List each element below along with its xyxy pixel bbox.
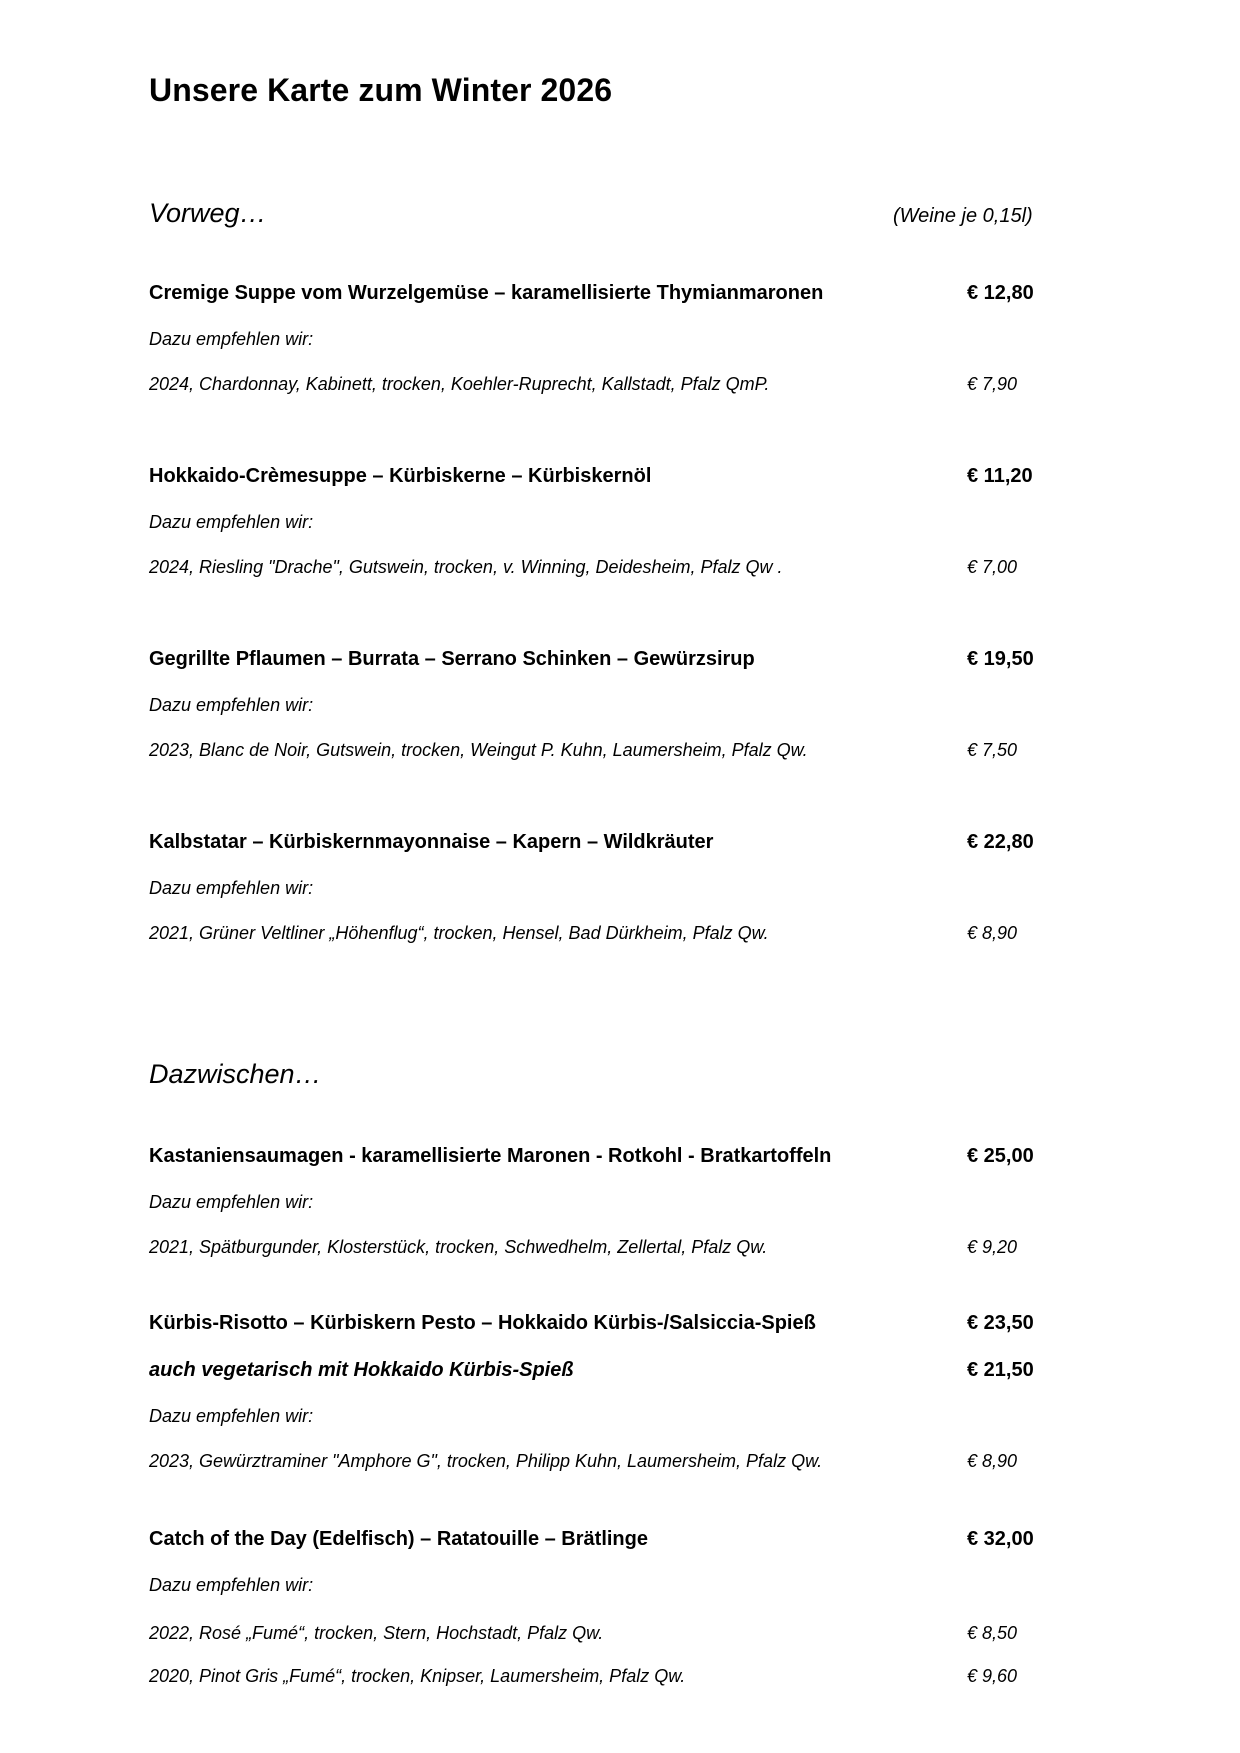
wine-recommendation-label: Dazu empfehlen wir: xyxy=(149,512,314,532)
page-title: Unsere Karte zum Winter 2026 xyxy=(149,72,613,108)
section-heading-dazwischen: Dazwischen… xyxy=(149,1059,322,1089)
wine-price: € 9,20 xyxy=(967,1237,1018,1257)
wine-price: € 7,90 xyxy=(967,374,1018,394)
dish-price: € 32,00 xyxy=(967,1528,1034,1550)
dish-name: Kastaniensaumagen - karamellisierte Maronen - Rotkohl - Bratkartoffeln xyxy=(149,1145,832,1167)
dish-variant: auch vegetarisch mit Hokkaido Kürbis-Spieß xyxy=(149,1359,574,1381)
wine-recommendation-label: Dazu empfehlen wir: xyxy=(149,878,314,898)
wine-price: € 7,00 xyxy=(967,557,1018,577)
wine-name: 2021, Grüner Veltliner „Höhenflug“, trocken, Hensel, Bad Dürkheim, Pfalz Qw. xyxy=(149,923,769,943)
wine-recommendation-label: Dazu empfehlen wir: xyxy=(149,1575,314,1595)
wine-price: € 8,90 xyxy=(967,923,1018,943)
wine-name: 2023, Gewürztraminer "Amphore G", trocken, Philipp Kuhn, Laumersheim, Pfalz Qw. xyxy=(149,1451,823,1471)
wine-price: € 9,60 xyxy=(967,1666,1018,1686)
dish-price: € 19,50 xyxy=(967,648,1034,670)
wine-recommendation-label: Dazu empfehlen wir: xyxy=(149,1406,314,1426)
wine-name: 2024, Chardonnay, Kabinett, trocken, Koehler-Ruprecht, Kallstadt, Pfalz QmP. xyxy=(149,374,770,394)
wine-serving-note: (Weine je 0,15l) xyxy=(893,205,1033,227)
wine-recommendation-label: Dazu empfehlen wir: xyxy=(149,695,314,715)
dish-price: € 12,80 xyxy=(967,282,1034,304)
dish-price: € 22,80 xyxy=(967,831,1034,853)
section-heading-vorweg: Vorweg… xyxy=(149,198,267,228)
wine-name: 2023, Blanc de Noir, Gutswein, trocken, Weingut P. Kuhn, Laumersheim, Pfalz Qw. xyxy=(149,740,808,760)
dish-name: Kalbstatar – Kürbiskernmayonnaise – Kapern – Wildkräuter xyxy=(149,831,714,853)
wine-price: € 8,50 xyxy=(967,1623,1018,1643)
dish-price: € 23,50 xyxy=(967,1312,1034,1334)
dish-name: Kürbis-Risotto – Kürbiskern Pesto – Hokkaido Kürbis-/Salsiccia-Spieß xyxy=(149,1312,816,1334)
dish-price: € 25,00 xyxy=(967,1145,1034,1167)
wine-name: 2024, Riesling "Drache", Gutswein, trocken, v. Winning, Deidesheim, Pfalz Qw . xyxy=(149,557,783,577)
wine-price: € 7,50 xyxy=(967,740,1018,760)
dish-name: Hokkaido-Crèmesuppe – Kürbiskerne – Kürbiskernöl xyxy=(149,465,652,487)
dish-variant-price: € 21,50 xyxy=(967,1359,1034,1381)
dish-name: Cremige Suppe vom Wurzelgemüse – karamellisierte Thymianmaronen xyxy=(149,282,824,304)
wine-name: 2021, Spätburgunder, Klosterstück, trocken, Schwedhelm, Zellertal, Pfalz Qw. xyxy=(149,1237,768,1257)
wine-price: € 8,90 xyxy=(967,1451,1018,1471)
dish-price: € 11,20 xyxy=(967,465,1033,487)
wine-recommendation-label: Dazu empfehlen wir: xyxy=(149,329,314,349)
wine-recommendation-label: Dazu empfehlen wir: xyxy=(149,1192,314,1212)
dish-name: Gegrillte Pflaumen – Burrata – Serrano Schinken – Gewürzsirup xyxy=(149,648,755,670)
wine-name: 2022, Rosé „Fumé“, trocken, Stern, Hochstadt, Pfalz Qw. xyxy=(149,1623,604,1643)
wine-name: 2020, Pinot Gris „Fumé“, trocken, Knipser, Laumersheim, Pfalz Qw. xyxy=(149,1666,686,1686)
dish-name: Catch of the Day (Edelfisch) – Ratatouille – Brätlinge xyxy=(149,1528,648,1550)
